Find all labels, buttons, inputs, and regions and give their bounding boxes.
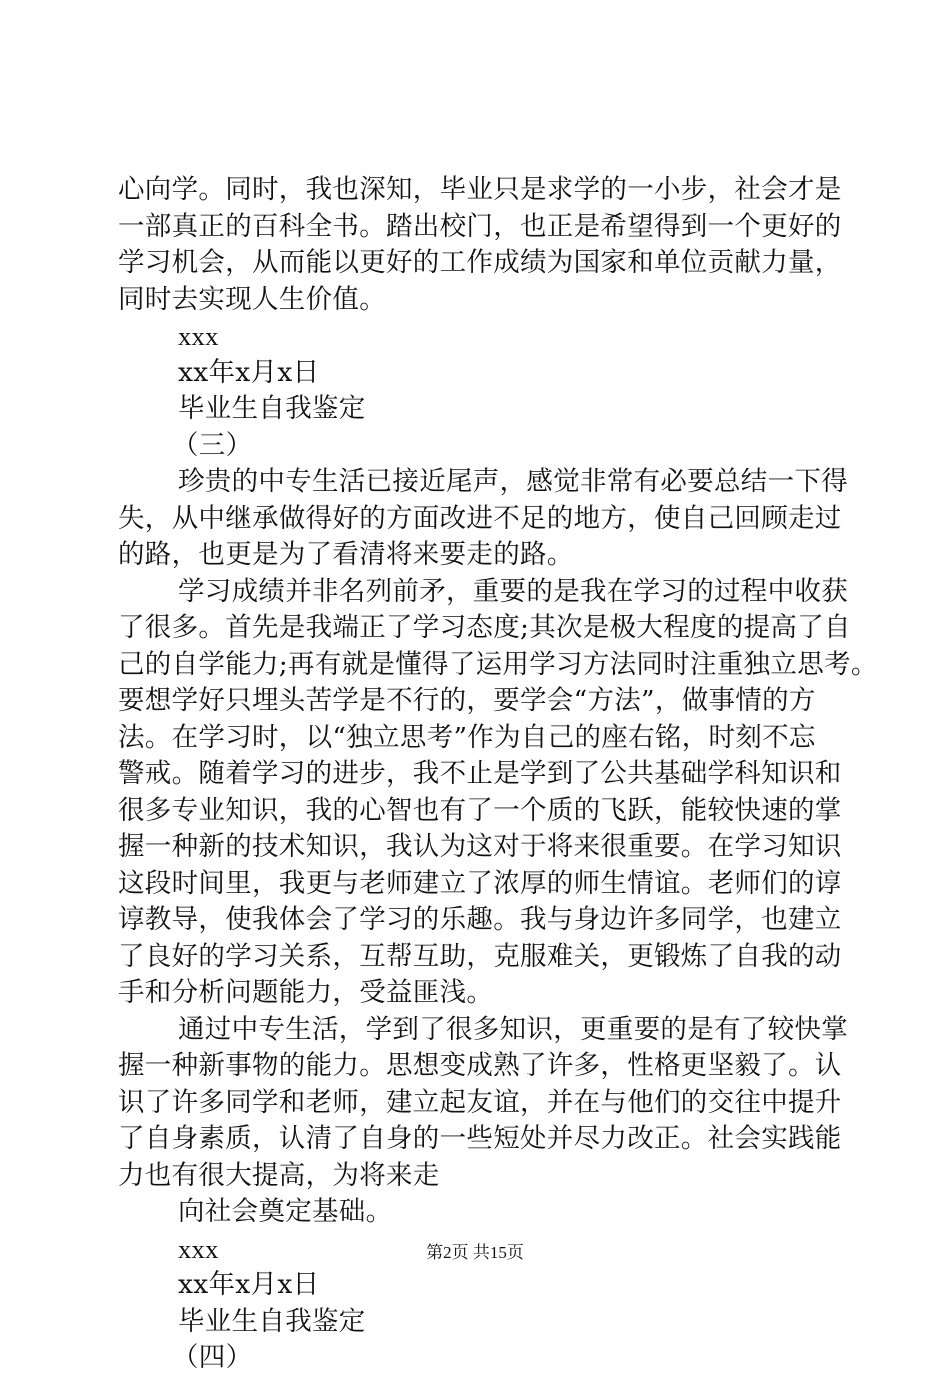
text-line: 握一种新的技术知识，我认为这对于将来很重要。在学习知识	[118, 831, 842, 862]
section-number: （四）	[172, 1342, 253, 1373]
text-line: 很多专业知识，我的心智也有了一个质的飞跃，能较快速的掌	[118, 794, 842, 826]
text-line: 珍贵的中专生活已接近尾声，感觉非常有必要总结一下得	[178, 466, 848, 497]
signature-date: xx年x月x日	[178, 356, 320, 388]
signature-name: xxx	[178, 321, 219, 351]
text-line: 握一种新事物的能力。思想变成熟了许多，性格更坚毅了。认	[118, 1050, 842, 1081]
text-line: 学习机会，从而能以更好的工作成绩为国家和单位贡献力量，	[118, 247, 842, 278]
text-line: 法。在学习时，以“独立思考”作为自己的座右铭，时刻不忘	[118, 721, 816, 753]
text-line: 力也有很大提高，为将来走	[118, 1159, 440, 1191]
section-title: 毕业生自我鉴定	[178, 1305, 366, 1337]
text-line: 的路，也更是为了看清将来要走的路。	[118, 539, 574, 570]
text-line: 向社会奠定基础。	[178, 1196, 393, 1227]
text-line: 通过中专生活，学到了很多知识，更重要的是有了较快掌	[178, 1013, 848, 1045]
text-line: 心向学。同时，我也深知，毕业只是求学的一小步，社会才是	[118, 174, 842, 205]
text-line: 一部真正的百科全书。踏出校门，也正是希望得到一个更好的	[118, 210, 842, 242]
signature-date: xx年x月x日	[178, 1269, 320, 1300]
text-line: 己的自学能力;再有就是懂得了运用学习方法同时注重独立思考。	[118, 648, 878, 680]
text-line: 谆教导，使我体会了学习的乐趣。我与身边许多同学，也建立	[118, 904, 842, 935]
text-line: 识了许多同学和老师，建立起友谊，并在与他们的交往中提升	[118, 1086, 842, 1118]
text-line: 失，从中继承做得好的方面改进不足的地方，使自己回顾走过	[118, 502, 842, 534]
text-line: 手和分析问题能力，受益匪浅。	[118, 977, 494, 1008]
page-number-label: 第2页 共15页	[426, 1243, 524, 1262]
text-line: 警戒。随着学习的进步，我不止是学到了公共基础学科知识和	[118, 758, 842, 789]
signature-name: xxx	[178, 1233, 219, 1264]
text-line: 了良好的学习关系，互帮互助，克服难关，更锻炼了自我的动	[118, 940, 842, 972]
text-line: 学习成绩并非名列前矛，重要的是我在学习的过程中收获	[178, 575, 848, 607]
section-number: （三）	[172, 429, 253, 461]
text-line: 了自身素质，认清了自身的一些短处并尽力改正。社会实践能	[118, 1123, 842, 1154]
text-line: 同时去实现人生价值。	[118, 283, 386, 315]
text-line: 了很多。首先是我端正了学习态度;其次是极大程度的提高了自	[118, 612, 851, 643]
document-body	[118, 172, 878, 1377]
text-line: 要想学好只埋头苦学是不行的，要学会“方法”，做事情的方	[118, 685, 816, 716]
section-title: 毕业生自我鉴定	[178, 393, 366, 424]
page-footer	[0, 1242, 950, 1264]
text-line: 这段时间里，我更与老师建立了浓厚的师生情谊。老师们的谆	[118, 867, 842, 899]
